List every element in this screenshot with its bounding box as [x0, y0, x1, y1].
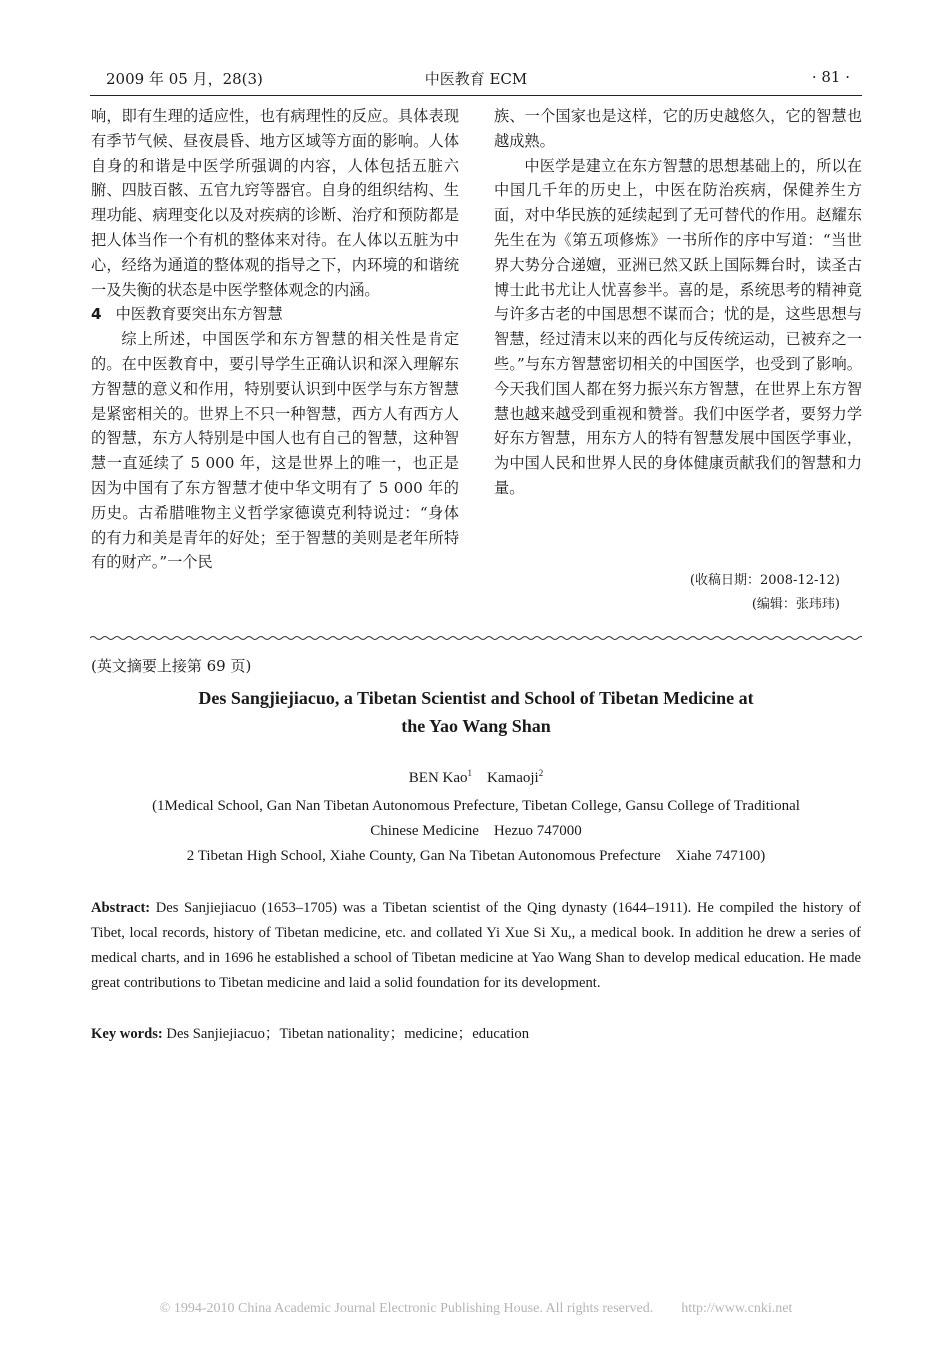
- section-heading: [91, 302, 459, 327]
- left-paragraph-1: 响，即有生理的适应性，也有病理性的反应。具体表现有季节气候、昼夜晨昏、地方区域等方面的影响。人体自身的和谐是中医学所强调的内容，人体包括五脏六腑、四肢百骸、五官九窍等器官。自身的组织结构、生理功能、病理变化以及对疾病的诊断、治疗和预防都是把人体当作一个有机的整体来对待。在人体以五脏为中心，经络为通道的整体观的指导之下，内环境的和谐统一及失衡的状态是中医学整体观念的内涵。: [91, 107, 459, 299]
- continuation-note: (英文摘要上接第 69 页): [91, 657, 252, 675]
- author-1: BEN Kao: [408, 770, 468, 786]
- affiliation-line-1: (1Medical School, Gan Nan Tibetan Autonomous Prefecture, Tibetan College, Gansu College of Traditional: [152, 798, 800, 814]
- wavy-separator: [90, 634, 862, 642]
- keywords-text: Des Sanjiejiacuo；Tibetan nationality；medicine；education: [166, 1026, 530, 1042]
- author-2-affil-mark: 2: [538, 768, 544, 778]
- authors: [90, 768, 862, 787]
- abstract: [91, 896, 861, 996]
- right-paragraph-1: 族、一个国家也是这样，它的历史越悠久，它的智慧也越成熟。: [494, 107, 862, 150]
- affiliations: [110, 794, 842, 869]
- copyright-footer: © 1994-2010 China Academic Journal Electronic Publishing House. All rights reserved. http://www.cnki.net: [159, 1301, 793, 1316]
- left-paragraph-2: 综上所述，中国医学和东方智慧的相关性是肯定的。在中医教育中，要引导学生正确认识和深入理解东方智慧的意义和作用，特别要认识到中医学与东方智慧是紧密相关的。世界上不只一种智慧，西方人有西方人的智慧，东方人特别是中国人也有自己的智慧，这种智慧一直延续了 5 000 年，这是世界上的唯一，也正是因为中国有了东方智慧才使中华文明有了 5 000 年的历史。古希腊唯物主义哲学家德谟克利特说过：“身体的有力和美是青年的好处；至于智慧的美则是老年所特有的财产。”一个民: [91, 330, 459, 572]
- keywords-label: Key words:: [91, 1026, 163, 1042]
- header-rule: [90, 95, 862, 96]
- article-meta: [494, 569, 840, 617]
- english-title-line-2: the Yao Wang Shan: [401, 716, 551, 736]
- english-title-line-1: Des Sangjiejiacuo, a Tibetan Scientist and School of Tibetan Medicine at: [198, 688, 754, 708]
- right-column: [494, 104, 862, 501]
- section-title: 中医教育要突出东方智慧: [115, 305, 283, 324]
- left-column: [91, 104, 459, 575]
- abstract-label: Abstract:: [91, 900, 151, 916]
- author-2: Kamaoji: [487, 770, 539, 786]
- journal-name: 中医教育 ECM: [424, 70, 528, 88]
- received-date: (收稿日期：2008-12-12): [689, 573, 840, 588]
- abstract-text: Des Sanjiejiacuo (1653–1705) was a Tibetan scientist of the Qing dynasty (1644–1911). He compiled the history of Tibet, local records, history of Tibetan medicine, etc. and collated Yi Xue Si Xu,, a medical book. In addition he drew a series of medical charts, and in 1696 he established a school of Tibetan medicine at Yao Wang Shan to develop medical education. He made great contributions to Tibetan medicine and laid a solid foundation for its development.: [91, 900, 862, 991]
- page-number: · 81 ·: [811, 68, 850, 86]
- running-header: [90, 68, 862, 90]
- affiliation-line-2: Chinese Medicine Hezuo 747000: [370, 823, 582, 839]
- right-paragraph-2: 中医学是建立在东方智慧的思想基础上的，所以在中国几千年的历史上，中医在防治疾病，保健养生方面，对中华民族的延续起到了无可替代的作用。赵耀东先生在为《第五项修炼》一书所作的序中写道：“当世界大势分合递嬗，亚洲已然又跃上国际舞台时，读圣古博士此书尤让人忧喜参半。喜的是，系统思考的精神竟与许多古老的中国思想不谋而合；忧的是，这些思想与智慧，经过清末以来的西化与反传统运动，已被弃之一些。”与东方智慧密切相关的中国医学，也受到了影响。今天我们国人都在努力振兴东方智慧，在世界上东方智慧也越来越受到重视和赞誉。我们中医学者，要努力学好东方智慧，用东方人的特有智慧发展中国医学事业，为中国人民和世界人民的身体健康贡献我们的智慧和力量。: [494, 156, 862, 497]
- english-title: [90, 684, 862, 740]
- issue-date: 2009 年 05 月，28(3): [106, 70, 263, 88]
- keywords: [91, 1022, 861, 1047]
- author-1-affil-mark: 1: [467, 768, 473, 778]
- section-number: 4: [91, 305, 102, 324]
- editor-note: (编辑：张玮玮): [751, 597, 840, 612]
- affiliation-line-3: 2 Tibetan High School, Xiahe County, Gan Na Tibetan Autonomous Prefecture Xiahe 747100): [186, 848, 766, 864]
